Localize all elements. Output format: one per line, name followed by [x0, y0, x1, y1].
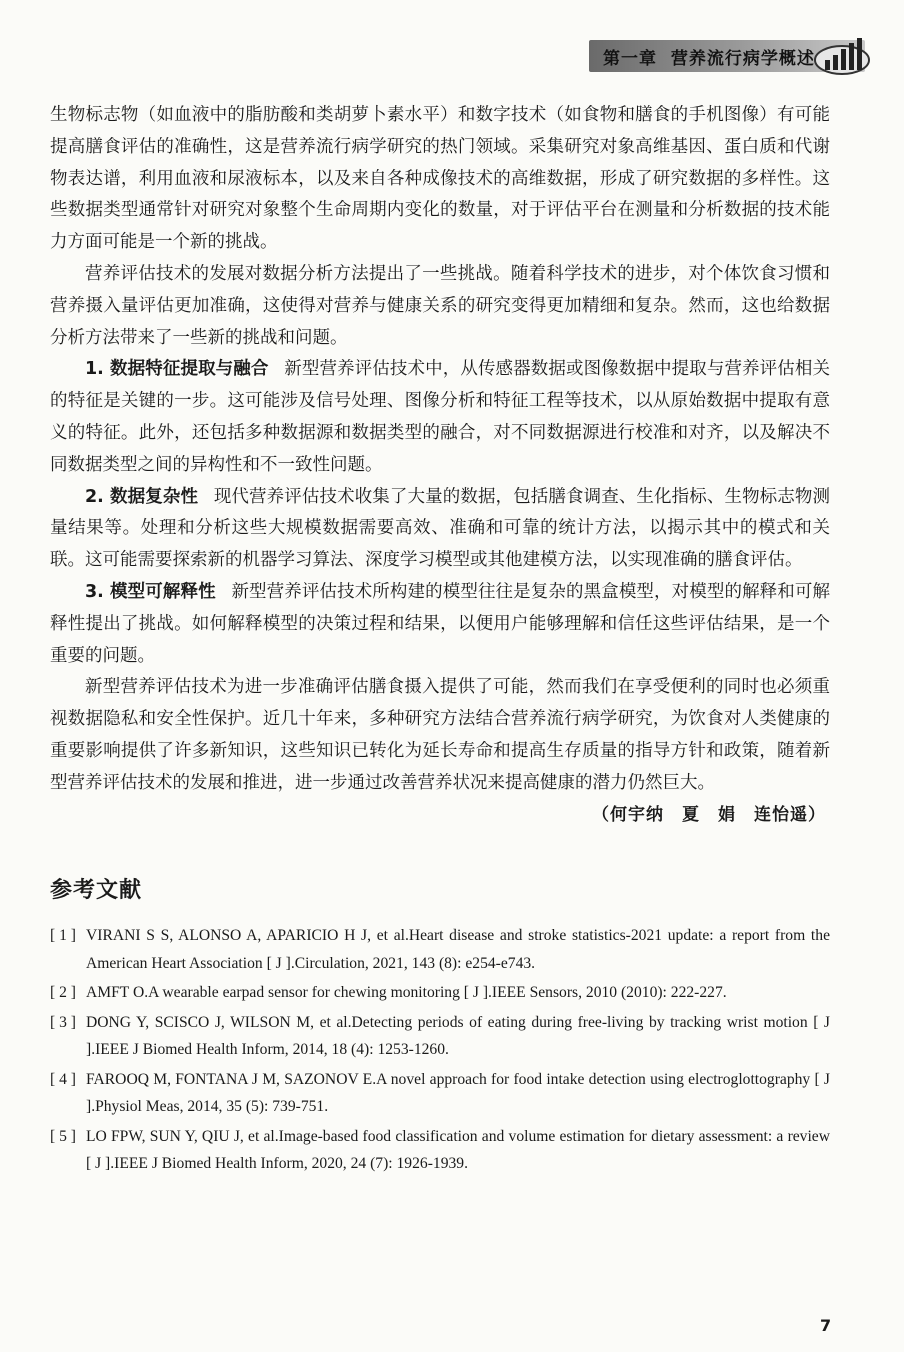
authors: （何宇纳 夏 娟 连怡遥）: [592, 804, 826, 825]
reference-text: LO FPW, SUN Y, QIU J, et al.Image-based food classification and volume estimation for dietary assessment: a review [ J ].IEEE J Biomed Health Inform, 2020, 24 (7): 1926-1939.: [86, 1127, 830, 1172]
paragraph-2: 营养评估技术的发展对数据分析方法提出了一些挑战。随着科学技术的进步，对个体饮食习惯和营养摄入量评估更加准确，这使得对营养与健康关系的研究变得更加精细和复杂。然而，这也给数据分析方法带来了一些新的挑战和问题。: [50, 263, 830, 348]
references-heading: 参考文献: [50, 878, 143, 903]
chapter-label: 第一章: [603, 49, 657, 69]
reference-number: [ 5 ]: [50, 1127, 76, 1145]
reference-number: [ 2 ]: [50, 984, 76, 1001]
reference-number: [ 3 ]: [50, 1013, 76, 1031]
reference-text: VIRANI S S, ALONSO A, APARICIO H J, et al.Heart disease and stroke statistics-2021 update: a report from the American Heart Association [ J ].Circulation, 2021, 143 (8): e254-e743.: [86, 927, 830, 972]
item-3-heading: 3. 模型可解释性: [85, 581, 216, 602]
reference-text: DONG Y, SCISCO J, WILSON M, et al.Detecting periods of eating during free-living by tracking wrist motion [ J ].IEEE J Biomed Health Inform, 2014, 18 (4): 1253-1260.: [86, 1013, 830, 1058]
reference-list: [50, 922, 830, 1180]
bar-chart-icon: [811, 36, 873, 78]
reference-number: [ 4 ]: [50, 1070, 76, 1088]
reference-item: [50, 922, 830, 977]
reference-item: [50, 1066, 830, 1121]
body-text: [50, 100, 830, 831]
reference-text: AMFT O.A wearable earpad sensor for chewing monitoring [ J ].IEEE Sensors, 2010 (2010): 222-227.: [86, 984, 727, 1001]
item-2-heading: 2. 数据复杂性: [85, 486, 199, 507]
list-item-3: [50, 577, 830, 672]
reference-number: [ 1 ]: [50, 927, 76, 944]
running-header: [575, 36, 875, 78]
list-item-2: [50, 482, 830, 577]
item-1-heading: 1. 数据特征提取与融合: [85, 359, 269, 380]
paragraph-1: 生物标志物（如血液中的脂肪酸和类胡萝卜素水平）和数字技术（如食物和膳食的手机图像）有可能提高膳食评估的准确性，这是营养流行病学研究的热门领域。采集研究对象高维基因、蛋白质和代谢物表达谱，利用血液和尿液标本，以及来自各种成像技术的高维数据，形成了研究数据的多样性。这些数据类型通常针对研究对象整个生命周期内变化的数量，对于评估平台在测量和分析数据的技术能力方面可能是一个新的挑战。: [50, 105, 830, 253]
paragraph-3: 新型营养评估技术为进一步准确评估膳食摄入提供了可能，然而我们在享受便利的同时也必须重视数据隐私和安全性保护。近几十年来，多种研究方法结合营养流行病学研究，为饮食对人类健康的重要影响提供了许多新知识，这些知识已转化为延长寿命和提高生存质量的指导方针和政策，随着新型营养评估技术的发展和推进，进一步通过改善营养状况来提高健康的潜力仍然巨大。: [50, 677, 830, 793]
reference-item: [50, 1009, 830, 1064]
reference-item: [50, 979, 830, 1007]
reference-item: [50, 1123, 830, 1178]
item-3-text: 新型营养评估技术所构建的模型往往是复杂的黑盒模型，对模型的解释和可解释性提出了挑战。如何解释模型的决策过程和结果，以便用户能够理解和信任这些评估结果，是一个重要的问题。: [50, 581, 831, 666]
item-1-text: 新型营养评估技术中，从传感器数据或图像数据中提取与营养评估相关的特征是关键的一步。这可能涉及信号处理、图像分析和特征工程等技术，以从原始数据中提取有意义的特征。此外，还包括多种数据源和数据类型的融合，对不同数据源进行校准和对齐，以及解决不同数据类型之间的异构性和不一致性问题。: [50, 359, 830, 475]
header-title: [603, 44, 815, 69]
list-item-1: [50, 354, 830, 481]
page-number: 7: [820, 1316, 832, 1335]
reference-text: FAROOQ M, FONTANA J M, SAZONOV E.A novel approach for food intake detection using electroglottography [ J ].Physiol Meas, 2014, 35 (5): 739-751.: [86, 1070, 830, 1115]
item-2-text: 现代营养评估技术收集了大量的数据，包括膳食调查、生化指标、生物标志物测量结果等。处理和分析这些大规模数据需要高效、准确和可靠的统计方法，以揭示其中的模式和关联。这可能需要探索新的机器学习算法、深度学习模型或其他建模方法，以实现准确的膳食评估。: [50, 486, 831, 571]
chapter-title: 营养流行病学概述: [670, 49, 815, 69]
